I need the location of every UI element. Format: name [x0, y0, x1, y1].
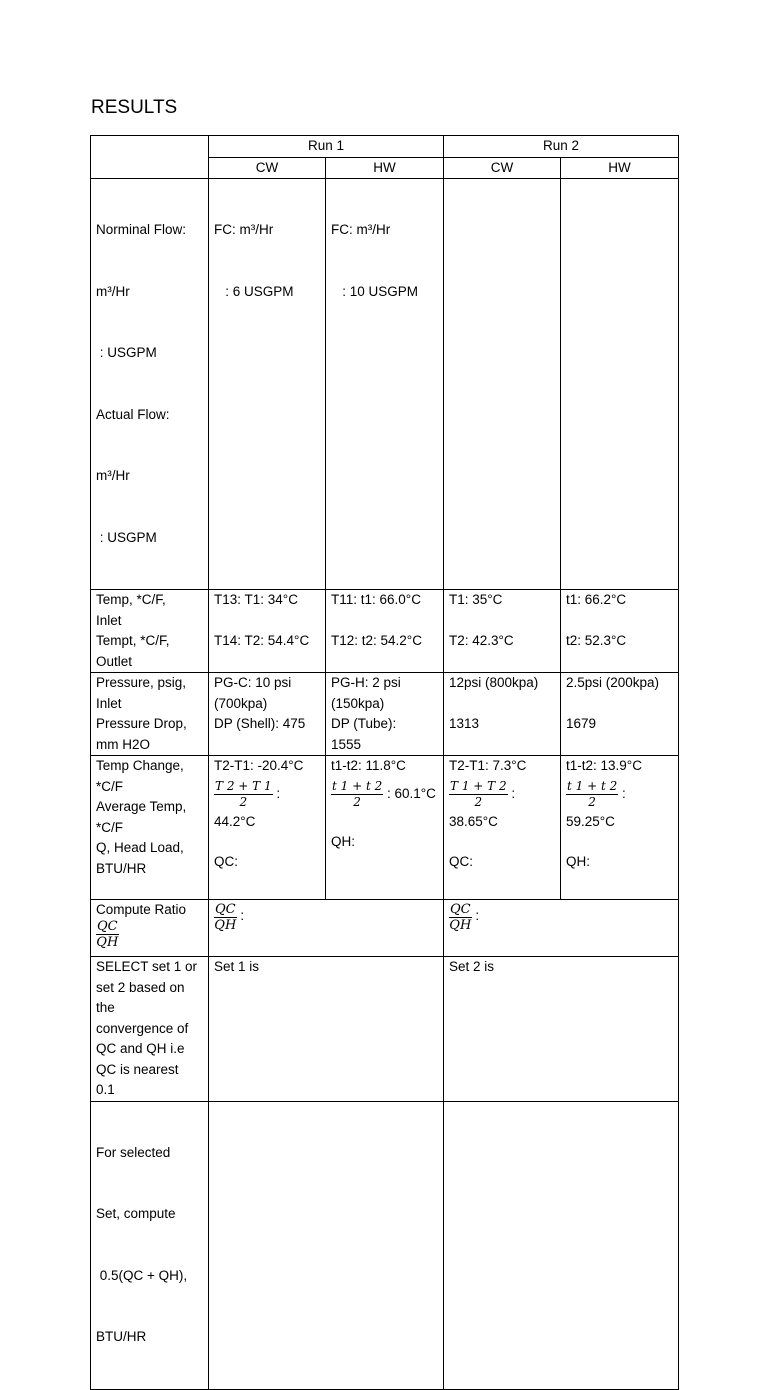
heat-load-label: QC: — [449, 854, 474, 869]
compute-label-line: BTU/HR — [96, 1329, 147, 1344]
header-run1-hw: HW — [326, 157, 444, 179]
fraction-denominator: 2 — [474, 794, 483, 809]
header-empty-cell — [91, 136, 209, 179]
pressure-run2-hw — [561, 673, 679, 756]
temp-label-line: Temp, *C/F, — [96, 592, 166, 607]
average-temp-formula — [214, 777, 320, 812]
flow-label-line: : USGPM — [96, 529, 157, 545]
flow-run1-hw — [326, 179, 444, 590]
fraction-numerator: T 1 + T 2 — [450, 778, 507, 793]
temp-label-line: Outlet — [96, 653, 133, 669]
fraction-numerator: QC — [450, 902, 471, 917]
ratio-label-text: Compute Ratio — [96, 902, 187, 917]
temp-label — [91, 590, 209, 673]
table-row-temp — [91, 590, 679, 673]
table-row-pressure — [91, 673, 679, 756]
flow-run2-hw — [561, 179, 679, 590]
flow-value-line: : 10 USGPM — [331, 283, 419, 299]
temp-change-value: t1-t2: 13.9°C — [566, 758, 642, 773]
heat-label — [91, 756, 209, 900]
flow-run1-cw — [209, 179, 326, 590]
header-run1-cw: CW — [209, 157, 326, 179]
heat-label-line: Average Temp, — [96, 799, 187, 814]
fraction-denominator: QH — [214, 918, 237, 933]
formula-suffix: : — [236, 908, 245, 924]
select-label-line: 0.1 — [96, 1082, 115, 1097]
pressure-label-line: mm H2O — [96, 736, 150, 752]
compute-run2 — [444, 1101, 679, 1389]
flow-run2-cw — [444, 179, 561, 590]
header-run1: Run 1 — [209, 136, 444, 158]
temp-label-line: Inlet — [96, 612, 122, 628]
heat-run2-hw — [561, 756, 679, 900]
heat-run1-hw — [326, 756, 444, 900]
page-title: RESULTS — [91, 97, 178, 118]
fraction-denominator: 2 — [239, 794, 248, 809]
pressure-value-line: 1679 — [566, 715, 597, 731]
ratio-run2 — [444, 900, 679, 957]
formula-suffix: : — [507, 785, 516, 801]
formula-suffix: : — [471, 908, 480, 924]
fraction-denominator: QH — [96, 934, 119, 950]
pressure-value-line: (150kpa) — [331, 695, 385, 711]
flow-value-line: FC: m³/Hr — [331, 222, 391, 237]
pressure-value-line: DP (Shell): 475 — [214, 716, 306, 731]
select-label-line: set 2 based on — [96, 979, 185, 995]
temp-label-line: Tempt, *C/F, — [96, 633, 170, 648]
ratio-fraction — [449, 902, 472, 933]
select-run1: Set 1 is — [209, 957, 444, 1102]
temp-run1-hw — [326, 590, 444, 673]
pressure-run1-cw — [209, 673, 326, 756]
fraction-denominator: 2 — [588, 794, 596, 809]
fraction-numerator: T 2 + T 1 — [215, 778, 272, 793]
ratio-fraction — [214, 902, 237, 933]
temp-change-value: t1-t2: 11.8°C — [331, 758, 406, 773]
fraction-denominator: 2 — [353, 794, 361, 809]
heat-load-label: QH: — [331, 833, 356, 849]
temp-run1-cw — [209, 590, 326, 673]
pressure-value-line: 12psi (800kpa) — [449, 675, 539, 690]
heat-load-label: QH: — [566, 854, 591, 869]
fraction — [214, 779, 273, 810]
temp-outlet-value: T2: 42.3°C — [449, 632, 514, 648]
average-temp-value: 44.2°C — [214, 813, 256, 829]
table-row-ratio — [91, 900, 679, 957]
pressure-value-line: PG-H: 2 psi — [331, 675, 401, 690]
pressure-value-line: 1313 — [449, 715, 480, 731]
pressure-run1-hw — [326, 673, 444, 756]
average-temp-formula — [449, 777, 555, 812]
flow-value-line: FC: m³/Hr — [214, 222, 274, 237]
select-label-line: QC and QH i.e — [96, 1041, 185, 1056]
fraction — [331, 779, 383, 810]
table-row-select — [91, 957, 679, 1102]
temp-change-value: T2-T1: -20.4°C — [214, 758, 304, 773]
flow-value-line: : 6 USGPM — [214, 283, 294, 299]
temp-outlet-value: t2: 52.3°C — [566, 632, 627, 648]
ratio-label-fraction — [96, 919, 119, 950]
header-row-runs — [91, 136, 679, 158]
pressure-value-line: DP (Tube): — [331, 716, 397, 731]
heat-label-line: BTU/HR — [96, 860, 147, 876]
heat-label-line: Temp Change, — [96, 758, 184, 773]
flow-label-line: m³/Hr — [96, 468, 130, 483]
header-run2-hw: HW — [561, 157, 679, 179]
heat-run2-cw — [444, 756, 561, 900]
heat-label-line: *C/F — [96, 819, 123, 835]
temp-outlet-value: T14: T2: 54.4°C — [214, 632, 310, 648]
fraction-numerator: QC — [215, 902, 236, 917]
temp-inlet-value: t1: 66.2°C — [566, 592, 627, 607]
select-label-line: QC is nearest — [96, 1061, 179, 1077]
heat-load-label: QC: — [214, 854, 239, 869]
pressure-label-line: Pressure, psig, — [96, 675, 187, 690]
temp-inlet-value: T11: t1: 66.0°C — [331, 592, 421, 607]
compute-label-line: For selected — [96, 1144, 171, 1160]
select-label — [91, 957, 209, 1102]
fraction — [566, 779, 618, 810]
fraction-numerator: t 1 + t 2 — [567, 778, 618, 793]
pressure-value-line: (700kpa) — [214, 695, 268, 711]
flow-label — [91, 179, 209, 590]
table-row-flow — [91, 179, 679, 590]
fraction-numerator: QC — [97, 918, 118, 934]
formula-suffix: : — [618, 785, 626, 801]
temp-run2-hw — [561, 590, 679, 673]
flow-label-line: m³/Hr — [96, 283, 130, 299]
compute-run1 — [209, 1101, 444, 1389]
ratio-run1 — [209, 900, 444, 957]
select-run2: Set 2 is — [444, 957, 679, 1102]
select-label-line: the — [96, 1000, 115, 1015]
temp-change-value: T2-T1: 7.3°C — [449, 758, 527, 773]
header-run2-cw: CW — [444, 157, 561, 179]
compute-label-line: 0.5(QC + QH), — [96, 1267, 188, 1283]
formula-suffix: : — [272, 785, 281, 801]
temp-inlet-value: T13: T1: 34°C — [214, 592, 298, 607]
heat-label-line: Q, Head Load, — [96, 840, 184, 855]
temp-outlet-value: T12: t2: 54.2°C — [331, 632, 422, 648]
heat-label-line: *C/F — [96, 778, 123, 794]
heat-run1-cw — [209, 756, 326, 900]
pressure-value-line: 1555 — [331, 736, 362, 752]
table-row-heat — [91, 756, 679, 900]
fraction-denominator: QH — [449, 918, 472, 933]
flow-label-line: Actual Flow: — [96, 406, 170, 422]
pressure-run2-cw — [444, 673, 561, 756]
temp-run2-cw — [444, 590, 561, 673]
pressure-label-line: Inlet — [96, 695, 122, 711]
average-temp-formula — [566, 777, 673, 812]
formula-suffix: : 60.1°C — [383, 785, 436, 801]
pressure-value-line: 2.5psi (200kpa) — [566, 675, 660, 690]
compute-label — [91, 1101, 209, 1389]
results-table — [90, 135, 679, 1390]
flow-label-line: Norminal Flow: — [96, 222, 187, 237]
select-label-line: SELECT set 1 or — [96, 959, 198, 974]
ratio-label — [91, 900, 209, 957]
header-run2: Run 2 — [444, 136, 679, 158]
pressure-label-line: Pressure Drop, — [96, 716, 187, 731]
compute-label-line: Set, compute — [96, 1206, 176, 1221]
fraction-numerator: t 1 + t 2 — [332, 778, 383, 793]
pressure-value-line: PG-C: 10 psi — [214, 675, 292, 690]
average-temp-formula — [331, 777, 438, 812]
flow-label-line: : USGPM — [96, 345, 157, 360]
fraction — [449, 779, 508, 810]
temp-inlet-value: T1: 35°C — [449, 592, 503, 607]
select-label-line: convergence of — [96, 1020, 189, 1036]
pressure-label — [91, 673, 209, 756]
average-temp-value: 38.65°C — [449, 813, 498, 829]
average-temp-value: 59.25°C — [566, 813, 615, 829]
table-row-compute — [91, 1101, 679, 1389]
